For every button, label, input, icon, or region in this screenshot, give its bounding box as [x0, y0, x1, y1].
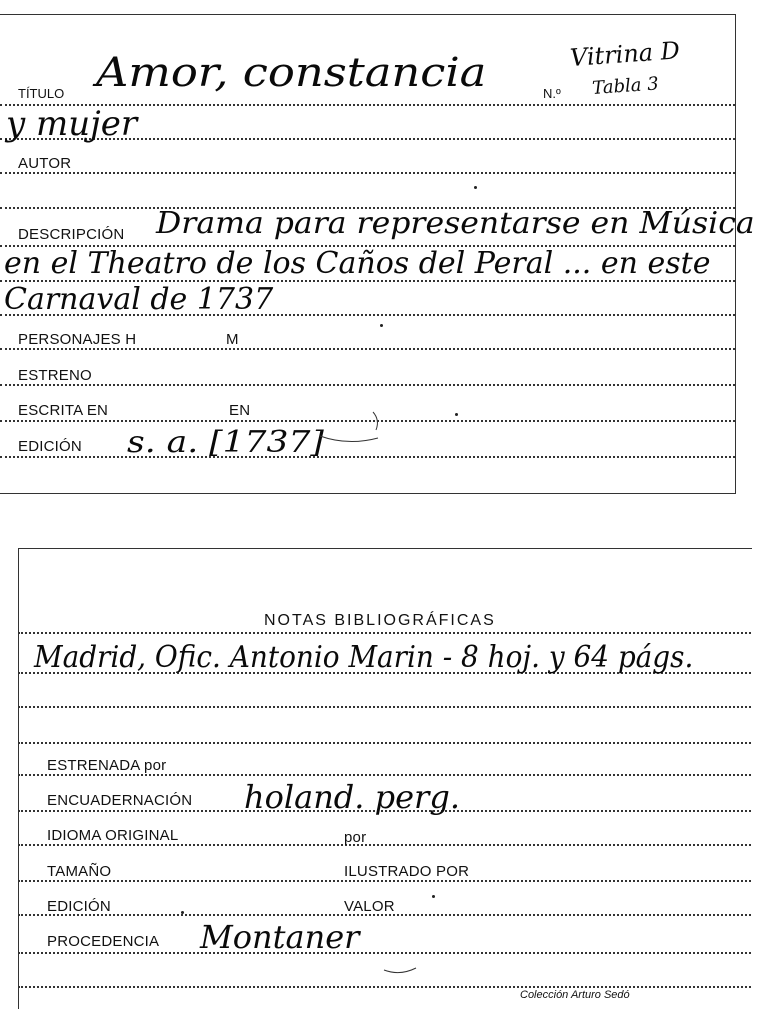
dotted-line [18, 880, 751, 882]
label-personajes-h: PERSONAJES H [18, 331, 137, 348]
dotted-line [0, 172, 735, 174]
notas-bibliograficas-heading: NOTAS BIBLIOGRÁFICAS [264, 612, 496, 629]
dotted-line [0, 384, 735, 386]
handwritten-numero-line2: Tabla 3 [591, 73, 660, 99]
label-idioma-original: IDIOMA ORIGINAL [47, 827, 179, 844]
handwritten-procedencia: Montaner [200, 918, 360, 956]
handwritten-descripcion-line3: Carnaval de 1737 [4, 282, 274, 317]
handwritten-numero-line1: Vitrina D [569, 36, 681, 72]
label-edicion-bottom: EDICIÓN [47, 898, 111, 915]
ink-speck [474, 186, 477, 189]
ink-speck [380, 324, 383, 327]
label-estreno: ESTRENO [18, 367, 92, 384]
dotted-line [18, 706, 751, 708]
label-edicion: EDICIÓN [18, 438, 82, 455]
dotted-line [18, 742, 751, 744]
handwritten-encuadernacion: holand. perg. [244, 778, 460, 816]
handwritten-titulo-line1: Amor, constancia [96, 50, 487, 96]
label-por: por [344, 829, 367, 846]
ink-speck [181, 911, 184, 914]
collection-footer: Colección Arturo Sedó [520, 989, 630, 1001]
label-personajes-m: M [226, 331, 239, 348]
handwritten-descripcion-line1: Drama para representarse en Música [156, 206, 755, 241]
label-valor: VALOR [344, 898, 395, 915]
label-ilustrado-por: ILUSTRADO POR [344, 863, 470, 880]
handwritten-titulo-line2: y mujer [6, 104, 138, 144]
label-numero: N.º [543, 86, 561, 101]
label-encuadernacion: ENCUADERNACIÓN [47, 792, 193, 809]
ink-speck [455, 413, 458, 416]
label-estrenada-por: ESTRENADA por [47, 757, 167, 774]
dotted-line [0, 348, 735, 350]
dotted-line [0, 456, 735, 458]
dotted-line [18, 774, 751, 776]
handwritten-notas: Madrid, Ofic. Antonio Marin - 8 hoj. y 64 págs. [34, 640, 694, 675]
label-escrita-en: ESCRITA EN [18, 402, 109, 419]
label-titulo: TÍTULO [18, 86, 65, 101]
pencil-smudge [318, 408, 388, 448]
ink-speck [432, 895, 435, 898]
label-en: EN [229, 402, 251, 419]
handwritten-edicion: s. a. [1737] [127, 425, 324, 460]
label-procedencia: PROCEDENCIA [47, 933, 160, 950]
dotted-line [18, 952, 751, 954]
label-tamano: TAMAÑO [47, 863, 112, 880]
dotted-line [18, 632, 751, 634]
handwritten-descripcion-line2: en el Theatro de los Caños del Peral ... en este [4, 246, 711, 281]
label-autor: AUTOR [18, 155, 72, 172]
pencil-smudge [382, 960, 422, 980]
dotted-line [18, 986, 751, 988]
dotted-line [18, 844, 751, 846]
label-descripcion: DESCRIPCIÓN [18, 226, 125, 243]
